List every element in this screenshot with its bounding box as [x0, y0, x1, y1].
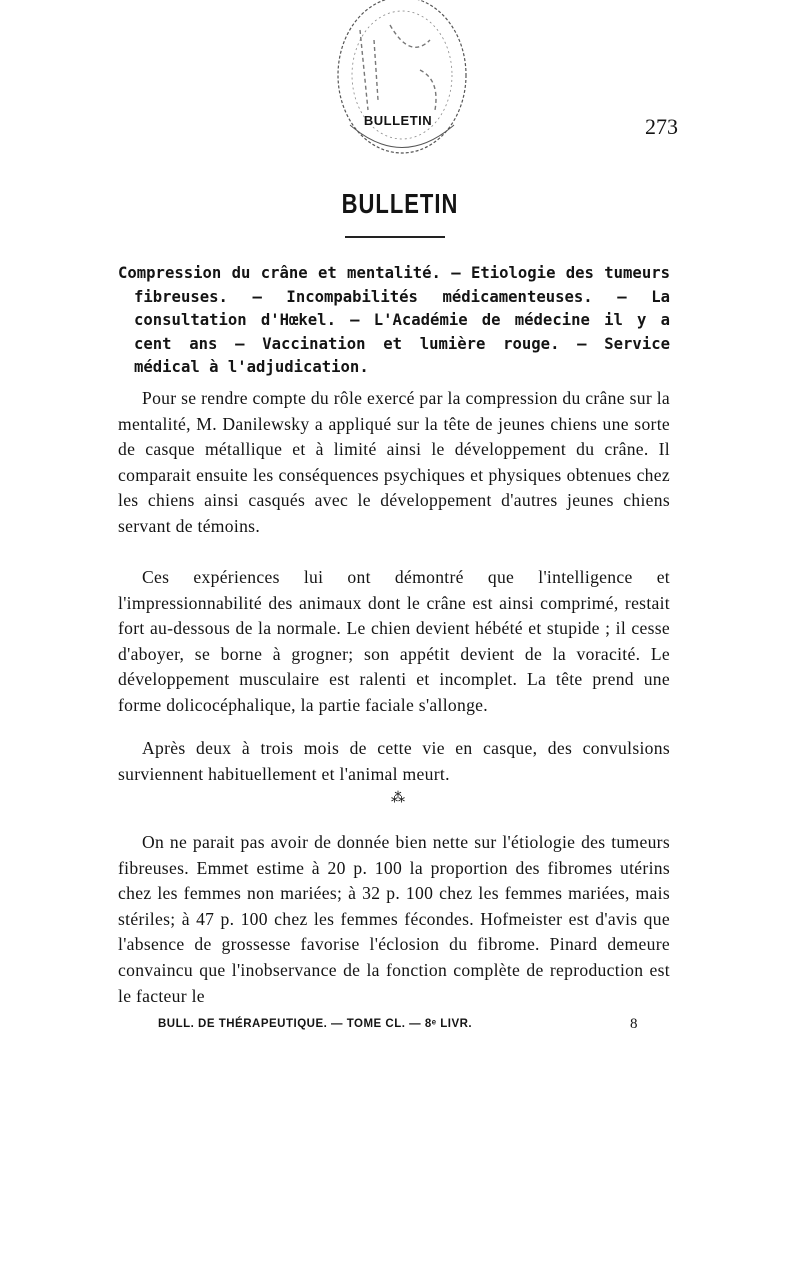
page-number: 273	[645, 114, 678, 139]
summary-text: Compression du crâne et mentalité. — Etiologie des tumeurs fibreuses. — Incompabilités médicamenteuses. — La consultation d'Hœkel. — L'Académie de médecine il y a cent ans — Vaccination et lumière rouge. — Service médical à l'adjudication.	[118, 264, 670, 376]
paragraph: Pour se rendre compte du rôle exercé par la compression du crâne sur la mentalité, M. Danilewsky a appliqué sur la tête de jeunes chiens une sorte de casque métallique et à limité ainsi le développement du crâne. Il comparait ensuite les conséquences psychiques et physiques obtenues chez les chiens ainsi casqués avec le développement d'autres jeunes chiens servant de témoins.	[118, 388, 670, 536]
page-title: BULLETIN	[341, 188, 459, 220]
stamp-label: BULLETIN	[363, 113, 433, 128]
paragraph: Ces expériences lui ont démontré que l'intelligence et l'impressionnabilité des animaux dont le crâne est ainsi comprimé, restait fort au-dessous de la normale. Le chien devient hébété et stupide ; il cesse d'aboyer, se borne à grogner; son appétit devient de la voracité. Le développement musculaire est ralenti et incomplet. La tête prend une forme dolicocéphalique, la partie faciale s'allonge.	[118, 567, 670, 715]
section-asterism: ⁂	[391, 791, 405, 806]
signature-mark: 8	[630, 1016, 638, 1032]
paragraph: Après deux à trois mois de cette vie en casque, des convulsions surviennent habituellement et l'animal meurt.	[118, 738, 670, 784]
title-divider	[345, 236, 445, 238]
section-summary	[118, 262, 670, 380]
page-footer	[158, 1018, 638, 1030]
paragraph: On ne parait pas avoir de donnée bien nette sur l'étiologie des tumeurs fibreuses. Emmet estime à 20 p. 100 la proportion des fibromes utérins chez les femmes non mariées; à 32 p. 100 chez les femmes mariées, mais stériles; à 47 p. 100 chez les femmes fécondes. Hofmeister est d'avis que l'absence de grossesse favorise l'éclosion du fibrome. Pinard demeure convaincu que l'inobservance de la fonction complète de reproduction est le facteur le	[118, 832, 670, 1006]
footer-text: BULL. DE THÉRAPEUTIQUE. — TOME CL. — 8ᵉ LIVR.	[158, 1018, 473, 1030]
library-stamp	[330, 0, 475, 165]
